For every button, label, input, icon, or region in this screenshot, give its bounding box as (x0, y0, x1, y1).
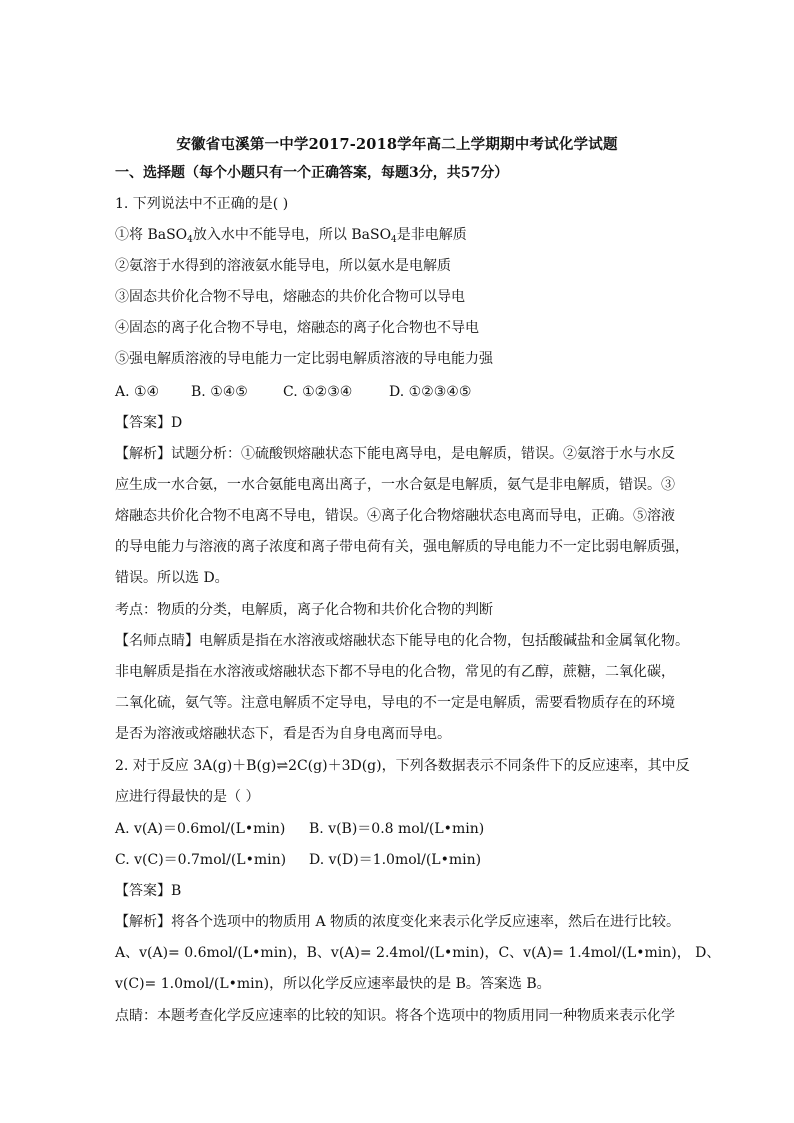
q1-item-3: ③固态共价化合物不导电，熔融态的共价化合物可以导电 (115, 289, 465, 305)
q2-option-d: D. v(D)＝1.0mol/(L•min) (309, 852, 482, 868)
q1-item-1: ①将 BaSO$_4$放入水中不能导电，所以 BaSO$_4$是非电解质 (115, 227, 467, 245)
q1-teacher-line: 是否为溶液或熔融状态下，看是否为自身电离而导电。 (115, 726, 451, 742)
q1-analysis-line: 的导电能力与溶液的离子浓度和离子带电荷有关，强电解质的导电能力不一定比弱电解质强， (115, 539, 689, 555)
q1-analysis-line: 应生成一水合氨，一水合氨能电离出离子，一水合氨是电解质，氨气是非电解质，错误。③ (115, 477, 675, 493)
q2-option-b: B. v(B)＝0.8 mol/(L•min) (309, 821, 485, 837)
q1-option-a: A. ①④ (115, 384, 160, 400)
q1-analysis-line: 错误。所以选 D。 (115, 570, 229, 586)
q2-analysis-line: 【解析】将各个选项中的物质用 A 物质的浓度变化来表示化学反应速率，然后在进行比较。 (115, 914, 681, 930)
q1-analysis-line: 熔融态共价化合物不电离不导电，错误。④离子化合物熔融状态电离而导电，正确。⑤溶液 (115, 508, 675, 524)
q1-item-5: ⑤强电解质溶液的导电能力一定比弱电解质溶液的导电能力强 (115, 351, 493, 367)
q1-stem: 1. 下列说法中不正确的是( ) (115, 196, 289, 212)
q1-option-d: D. ①②③④⑤ (389, 384, 472, 400)
q1-option-b: B. ①④⑤ (191, 384, 248, 400)
q1-analysis-line: 【解析】试题分析：①硫酸钡熔融状态下能电离导电，是电解质，错误。②氨溶于水与水反 (115, 446, 675, 462)
q2-option-a: A. v(A)＝0.6mol/(L•min) (115, 821, 286, 837)
q2-options-row-1 (115, 819, 484, 839)
q2-option-c: C. v(C)＝0.7mol/(L•min) (115, 852, 287, 868)
q2-stem: 2. 对于反应 3A(g)＋B(g)⇌2C(g)＋3D(g)，下列各数据表示不同条件下的反应速率，其中反 (115, 758, 690, 774)
q1-item-4: ④固态的离子化合物不导电，熔融态的离子化合物也不导电 (115, 320, 479, 336)
q1-teacher-line: 二氧化硫，氨气等。注意电解质不定导电，导电的不一定是电解质，需要看物质存在的环境 (115, 695, 675, 711)
q2-stem-cont: 应进行得最快的是（ ） (115, 789, 260, 805)
q1-item-2: ②氨溶于水得到的溶液氨水能导电，所以氨水是电解质 (115, 258, 451, 274)
q2-dianjing: 点睛：本题考查化学反应速率的比较的知识。将各个选项中的物质用同一种物质来表示化学 (115, 1008, 675, 1024)
q1-options (115, 382, 471, 402)
q2-answer: 【答案】B (115, 883, 182, 899)
q1-answer: 【答案】D (115, 415, 183, 431)
section-heading: 一、选择题（每个小题只有一个正确答案，每题3分，共57分） (115, 165, 509, 181)
q1-option-c: C. ①②③④ (283, 384, 353, 400)
q2-analysis-line: A、v(A)= 0.6mol/(L•min)，B、v(A)= 2.4mol/(L•min)，C、v(A)= 1.4mol/(L•min)， D、 (115, 945, 721, 961)
q1-teacher-line: 非电解质是指在水溶液或熔融状态下都不导电的化合物，常见的有乙醇，蔗糖，二氧化碳， (115, 664, 675, 680)
page-title: 安徽省屯溪第一中学2017-2018学年高二上学期期中考试化学试题 (176, 136, 618, 153)
q1-teacher-line: 【名师点睛】电解质是指在水溶液或熔融状态下能导电的化合物，包括酸碱盐和金属氧化物。 (115, 633, 689, 649)
q2-options-row-2 (115, 850, 481, 870)
q2-analysis-line: v(C)= 1.0mol/(L•min)，所以化学反应速率最快的是 B。答案选 B。 (115, 976, 551, 992)
q1-kaodian: 考点：物质的分类，电解质，离子化合物和共价化合物的判断 (115, 602, 493, 618)
